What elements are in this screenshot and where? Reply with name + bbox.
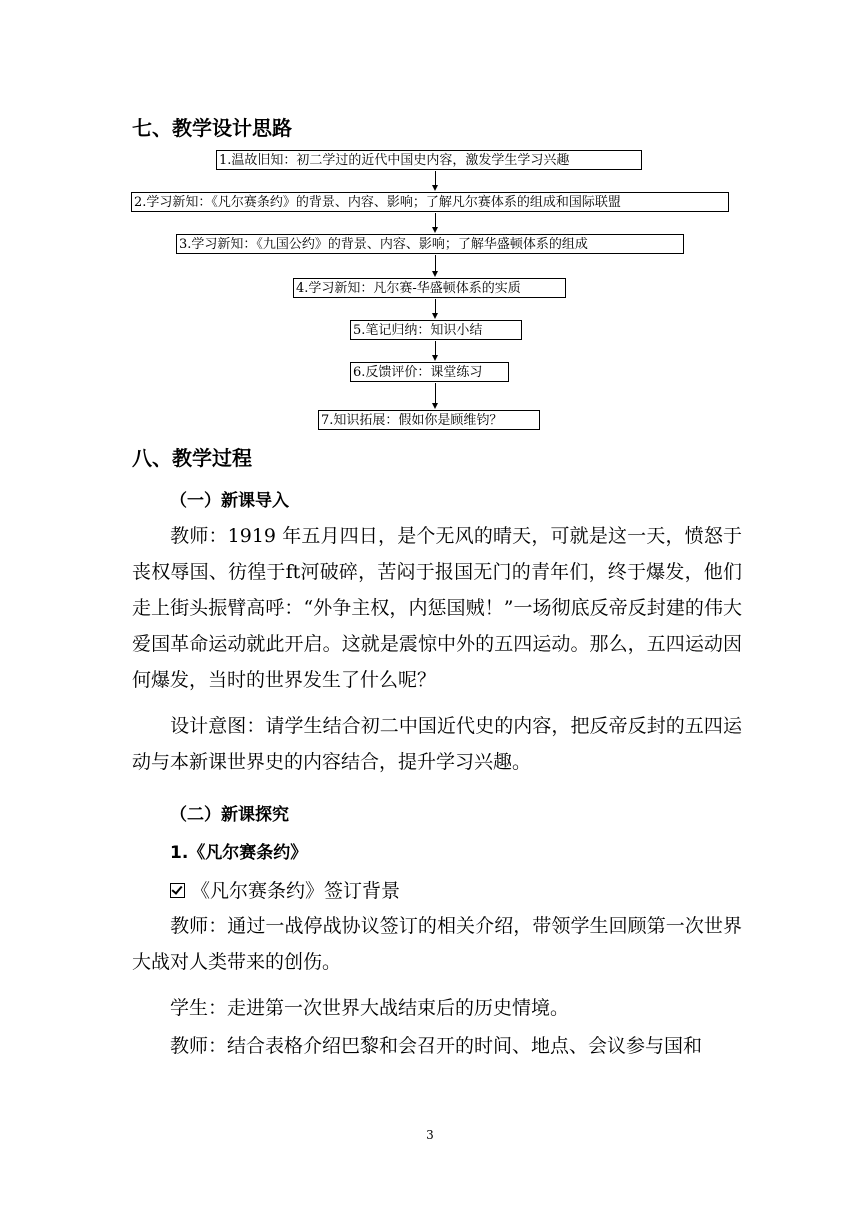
checkbox-icon [170,883,185,898]
flow-step-4: 4.学习新知：凡尔赛-华盛顿体系的实质 [293,278,566,298]
design-intent-paragraph: 设计意图：请学生结合初二中国近代史的内容，把反帝反封的五四运动与本新课世界史的内容结合，提升学习兴趣。 [132,715,742,773]
section-7-heading: 七、教学设计思路 [132,116,292,140]
section-8-heading: 八、教学过程 [132,446,252,470]
page-number: 3 [426,1128,434,1142]
teacher-paragraph-2: 教师：结合表格介绍巴黎和会召开的时间、地点、会议参与国和 [170,1035,703,1057]
flow-arrow-1 [432,171,439,191]
flow-step-2: 2.学习新知：《凡尔赛条约》的背景、内容、影响；了解凡尔赛体系的组成和国际联盟 [131,192,729,212]
flow-step-3: 3.学习新知：《九国公约》的背景、内容、影响；了解华盛顿体系的组成 [176,234,684,254]
flow-arrow-2 [432,213,439,233]
flow-step-1: 1.温故旧知：初二学过的近代中国史内容，激发学生学习兴趣 [216,150,642,170]
teacher-paragraph-1: 教师：通过一战停战协议签订的相关介绍，带领学生回顾第一次世界大战对人类带来的创伤。 [132,915,742,973]
flow-arrow-6 [432,383,439,409]
flow-step-6: 6.反馈评价：课堂练习 [350,362,509,382]
subsection-1-heading: 1.《凡尔赛条约》 [170,843,308,863]
part-1-heading: （一）新课导入 [170,491,289,511]
student-paragraph: 学生：走进第一次世界大战结束后的历史情境。 [170,997,570,1019]
check-item: 《凡尔赛条约》签订背景 [170,876,400,903]
flow-step-5: 5.笔记归纳：知识小结 [350,320,522,340]
flow-arrow-5 [432,341,439,361]
intro-paragraph: 教师：1919 年五月四日，是个无风的晴天，可就是这一天，愤怒于丧权辱国、彷徨于ft河破碎，苦闷于报国无门的青年们，终于爆发，他们走上街头振臂高呼：“外争主权，内惩国贼！”一场彻底反帝反封建的伟大爱国革命运动就此开启。这就是震惊中外的五四运动。那么，五四运动因何爆发，当时的世界发生了什么呢？ [132,525,742,691]
flow-arrow-4 [432,299,439,319]
part-2-heading: （二）新课探究 [170,805,289,825]
flow-step-7: 7.知识拓展：假如你是顾维钧？ [318,410,540,430]
flow-arrow-3 [432,255,439,277]
